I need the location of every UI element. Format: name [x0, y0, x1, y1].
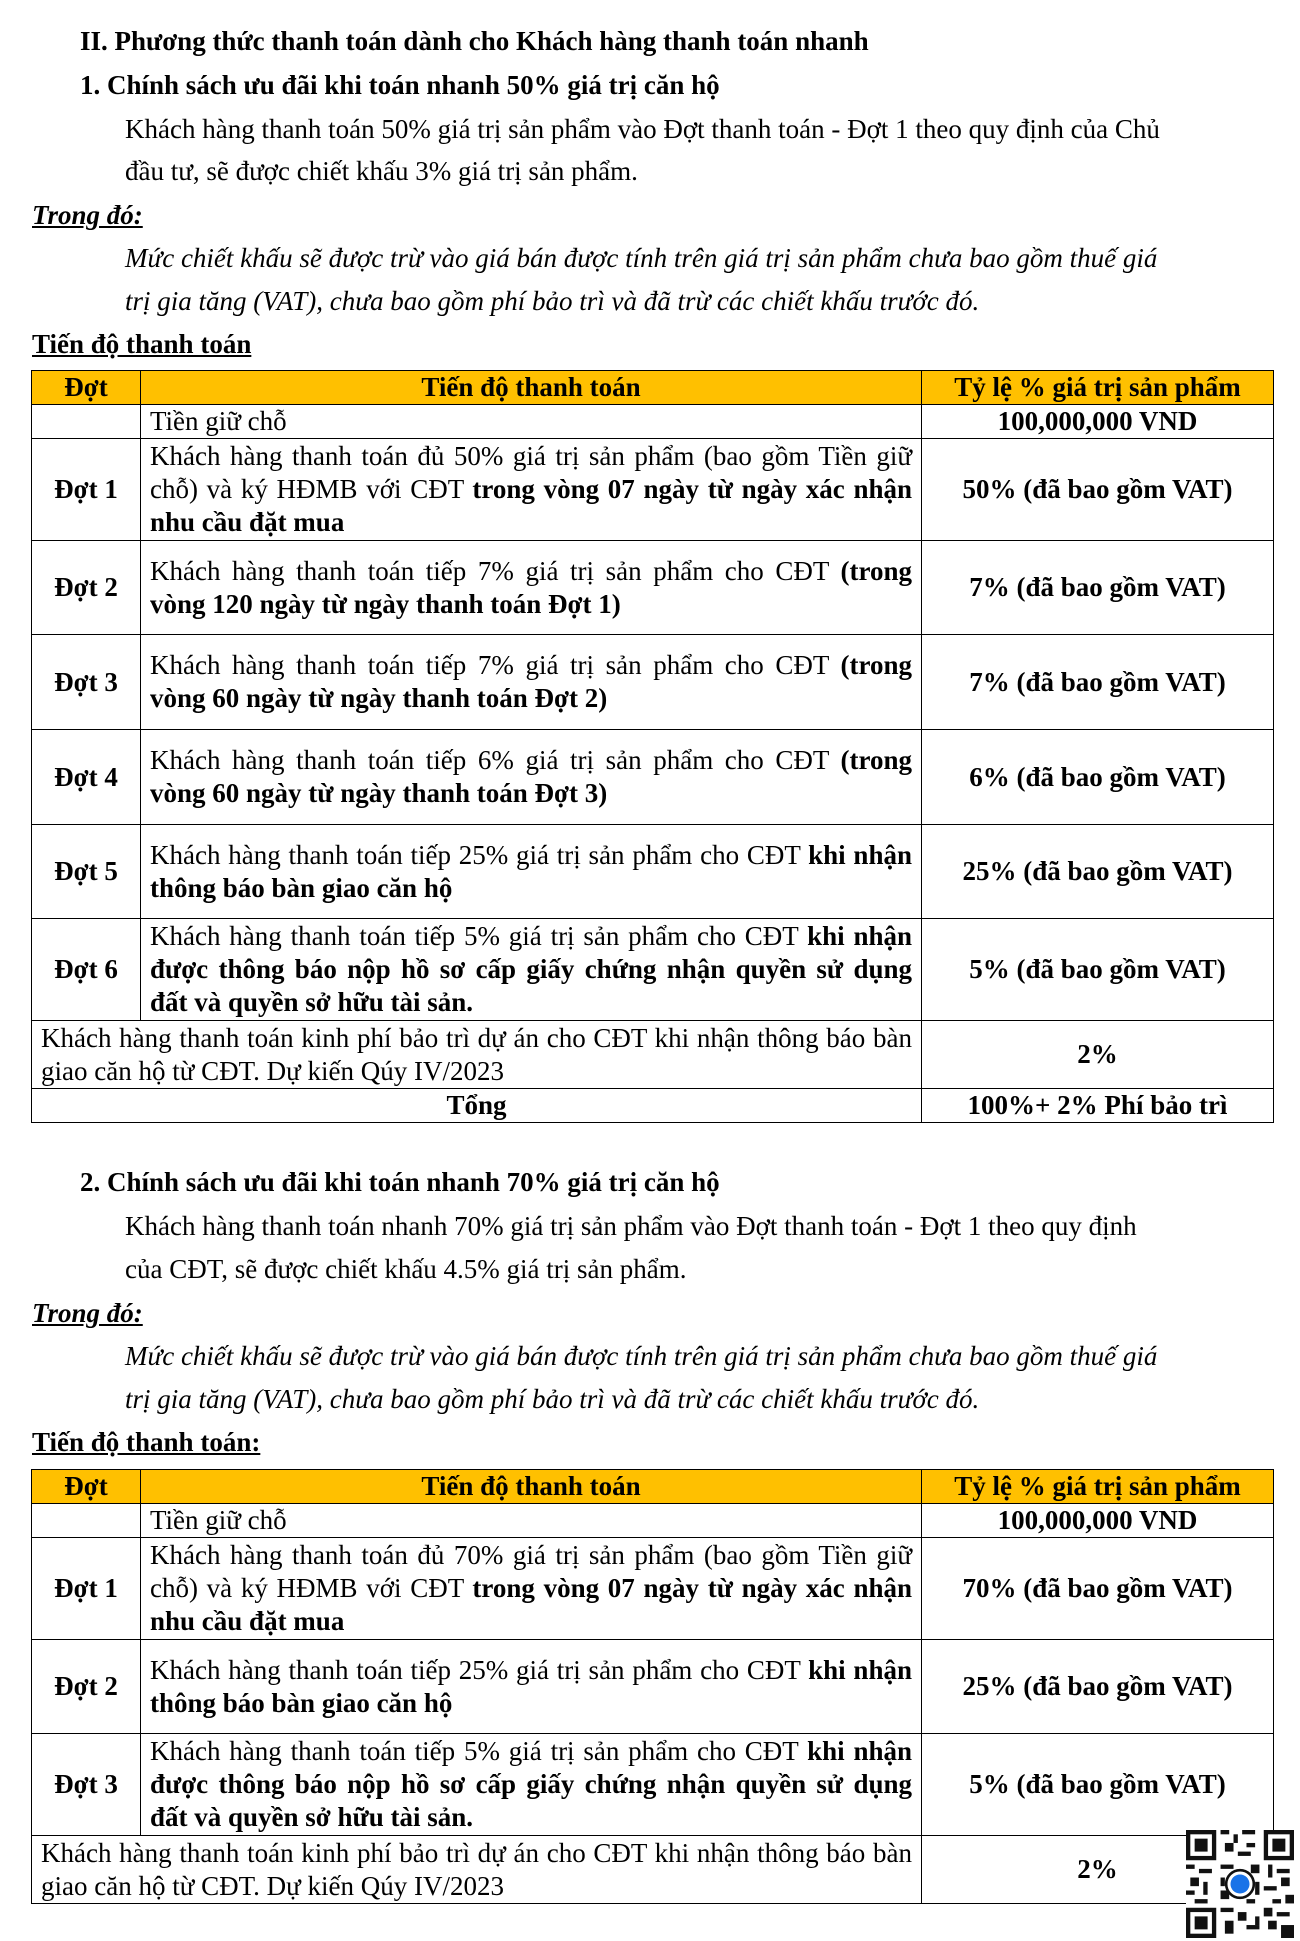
payment-table-2 — [31, 1469, 1274, 1904]
table-row — [32, 730, 1274, 825]
row-description: Khách hàng thanh toán tiếp 7% giá trị sản phẩm cho CĐT (trong vòng 60 ngày từ ngày thanh toán Đợt 2) — [141, 635, 922, 730]
header-rate: Tỷ lệ % giá trị sản phẩm — [922, 1470, 1274, 1504]
total-row — [32, 1089, 1274, 1123]
table-row — [32, 541, 1274, 635]
section-heading: II. Phương thức thanh toán dành cho Khách hàng thanh toán nhanh — [80, 26, 869, 56]
maintenance-text: Khách hàng thanh toán kinh phí bảo trì dự án cho CĐT khi nhận thông báo bàn giao căn hộ từ CĐT. Dự kiến Qúy IV/2023 — [32, 1836, 922, 1904]
row-dot: Đợt 4 — [32, 730, 141, 825]
row-dot: Đợt 3 — [32, 1734, 141, 1836]
row-description: Khách hàng thanh toán tiếp 25% giá trị sản phẩm cho CĐT khi nhận thông báo bàn giao căn hộ — [141, 1640, 922, 1734]
deposit-label: Tiền giữ chỗ — [141, 1504, 922, 1538]
policy-2-note-line2: trị gia tăng (VAT), chưa bao gồm phí bảo trì và đã trừ các chiết khấu trước đó. — [125, 1384, 980, 1414]
row-rate: 7% (đã bao gồm VAT) — [922, 635, 1274, 730]
table-row — [32, 825, 1274, 919]
row-rate: 5% (đã bao gồm VAT) — [922, 919, 1274, 1021]
row-description: Khách hàng thanh toán tiếp 6% giá trị sản phẩm cho CĐT (trong vòng 60 ngày từ ngày thanh toán Đợt 3) — [141, 730, 922, 825]
header-rate: Tỷ lệ % giá trị sản phẩm — [922, 371, 1274, 405]
row-rate: 7% (đã bao gồm VAT) — [922, 541, 1274, 635]
maintenance-rate: 2% — [922, 1021, 1274, 1089]
table-row — [32, 1640, 1274, 1734]
row-description: Khách hàng thanh toán tiếp 5% giá trị sản phẩm cho CĐT khi nhận được thông báo nộp hồ sơ cấp giấy chứng nhận quyền sử dụng đất và quyền sở hữu tài sản. — [141, 1734, 922, 1836]
row-dot: Đợt 3 — [32, 635, 141, 730]
table-row — [32, 635, 1274, 730]
maintenance-text: Khách hàng thanh toán kinh phí bảo trì dự án cho CĐT khi nhận thông báo bàn giao căn hộ từ CĐT. Dự kiến Qúy IV/2023 — [32, 1021, 922, 1089]
row-rate: 25% (đã bao gồm VAT) — [922, 825, 1274, 919]
policy-1-table-title: Tiến độ thanh toán — [32, 329, 252, 359]
row-rate: 70% (đã bao gồm VAT) — [922, 1538, 1274, 1640]
policy-2-table-title: Tiến độ thanh toán: — [32, 1427, 261, 1457]
policy-1-intro-line2: đầu tư, sẽ được chiết khấu 3% giá trị sản phẩm. — [125, 156, 638, 186]
deposit-value: 100,000,000 VND — [922, 405, 1274, 439]
policy-2-heading: 2. Chính sách ưu đãi khi toán nhanh 70% giá trị căn hộ — [80, 1167, 720, 1197]
table-row — [32, 439, 1274, 541]
row-description: Khách hàng thanh toán tiếp 5% giá trị sản phẩm cho CĐT khi nhận được thông báo nộp hồ sơ cấp giấy chứng nhận quyền sử dụng đất và quyền sở hữu tài sản. — [141, 919, 922, 1021]
policy-1-intro-line1: Khách hàng thanh toán 50% giá trị sản phẩm vào Đợt thanh toán - Đợt 1 theo quy định của Chủ — [125, 114, 1160, 144]
row-rate: 50% (đã bao gồm VAT) — [922, 439, 1274, 541]
policy-1-trong-do: Trong đó: — [32, 200, 143, 230]
maintenance-row — [32, 1021, 1274, 1089]
row-dot: Đợt 1 — [32, 439, 141, 541]
row-description: Khách hàng thanh toán tiếp 25% giá trị sản phẩm cho CĐT khi nhận thông báo bàn giao căn hộ — [141, 825, 922, 919]
row-description: Khách hàng thanh toán tiếp 7% giá trị sản phẩm cho CĐT (trong vòng 120 ngày từ ngày thanh toán Đợt 1) — [141, 541, 922, 635]
header-schedule: Tiến độ thanh toán — [141, 1470, 922, 1504]
row-description: Khách hàng thanh toán đủ 70% giá trị sản phẩm (bao gồm Tiền giữ chỗ) và ký HĐMB với CĐT trong vòng 07 ngày từ ngày xác nhận nhu cầu đặt mua — [141, 1538, 922, 1640]
row-dot: Đợt 1 — [32, 1538, 141, 1640]
row-rate: 25% (đã bao gồm VAT) — [922, 1640, 1274, 1734]
total-label: Tổng — [32, 1089, 922, 1123]
row-dot: Đợt 2 — [32, 1640, 141, 1734]
table-header-row — [32, 1470, 1274, 1504]
policy-1-note-line2: trị gia tăng (VAT), chưa bao gồm phí bảo trì và đã trừ các chiết khấu trước đó. — [125, 286, 980, 316]
header-dot: Đợt — [32, 371, 141, 405]
row-rate: 6% (đã bao gồm VAT) — [922, 730, 1274, 825]
deposit-label: Tiền giữ chỗ — [141, 405, 922, 439]
policy-1-heading: 1. Chính sách ưu đãi khi toán nhanh 50% giá trị căn hộ — [80, 70, 720, 100]
payment-table-1 — [31, 370, 1274, 1123]
deposit-row — [32, 405, 1274, 439]
deposit-row — [32, 1504, 1274, 1538]
maintenance-row — [32, 1836, 1274, 1904]
policy-2-intro-line2: của CĐT, sẽ được chiết khấu 4.5% giá trị sản phẩm. — [125, 1254, 687, 1284]
policy-2-note-line1: Mức chiết khấu sẽ được trừ vào giá bán được tính trên giá trị sản phẩm chưa bao gồm thuế giá — [125, 1341, 1158, 1371]
table-row — [32, 1538, 1274, 1640]
total-value: 100%+ 2% Phí bảo trì — [922, 1089, 1274, 1123]
policy-2-trong-do: Trong đó: — [32, 1298, 143, 1328]
qr-code-icon — [1186, 1830, 1294, 1938]
table-row — [32, 1734, 1274, 1836]
table-header-row — [32, 371, 1274, 405]
policy-2-intro-line1: Khách hàng thanh toán nhanh 70% giá trị sản phẩm vào Đợt thanh toán - Đợt 1 theo quy định — [125, 1211, 1137, 1241]
header-dot: Đợt — [32, 1470, 141, 1504]
row-description: Khách hàng thanh toán đủ 50% giá trị sản phẩm (bao gồm Tiền giữ chỗ) và ký HĐMB với CĐT trong vòng 07 ngày từ ngày xác nhận nhu cầu đặt mua — [141, 439, 922, 541]
row-dot: Đợt 2 — [32, 541, 141, 635]
row-dot: Đợt 5 — [32, 825, 141, 919]
table-row — [32, 919, 1274, 1021]
policy-1-note-line1: Mức chiết khấu sẽ được trừ vào giá bán được tính trên giá trị sản phẩm chưa bao gồm thuế giá — [125, 243, 1158, 273]
header-schedule: Tiến độ thanh toán — [141, 371, 922, 405]
row-rate: 5% (đã bao gồm VAT) — [922, 1734, 1274, 1836]
deposit-value: 100,000,000 VND — [922, 1504, 1274, 1538]
row-dot: Đợt 6 — [32, 919, 141, 1021]
maintenance-rate: 2% — [922, 1836, 1274, 1904]
